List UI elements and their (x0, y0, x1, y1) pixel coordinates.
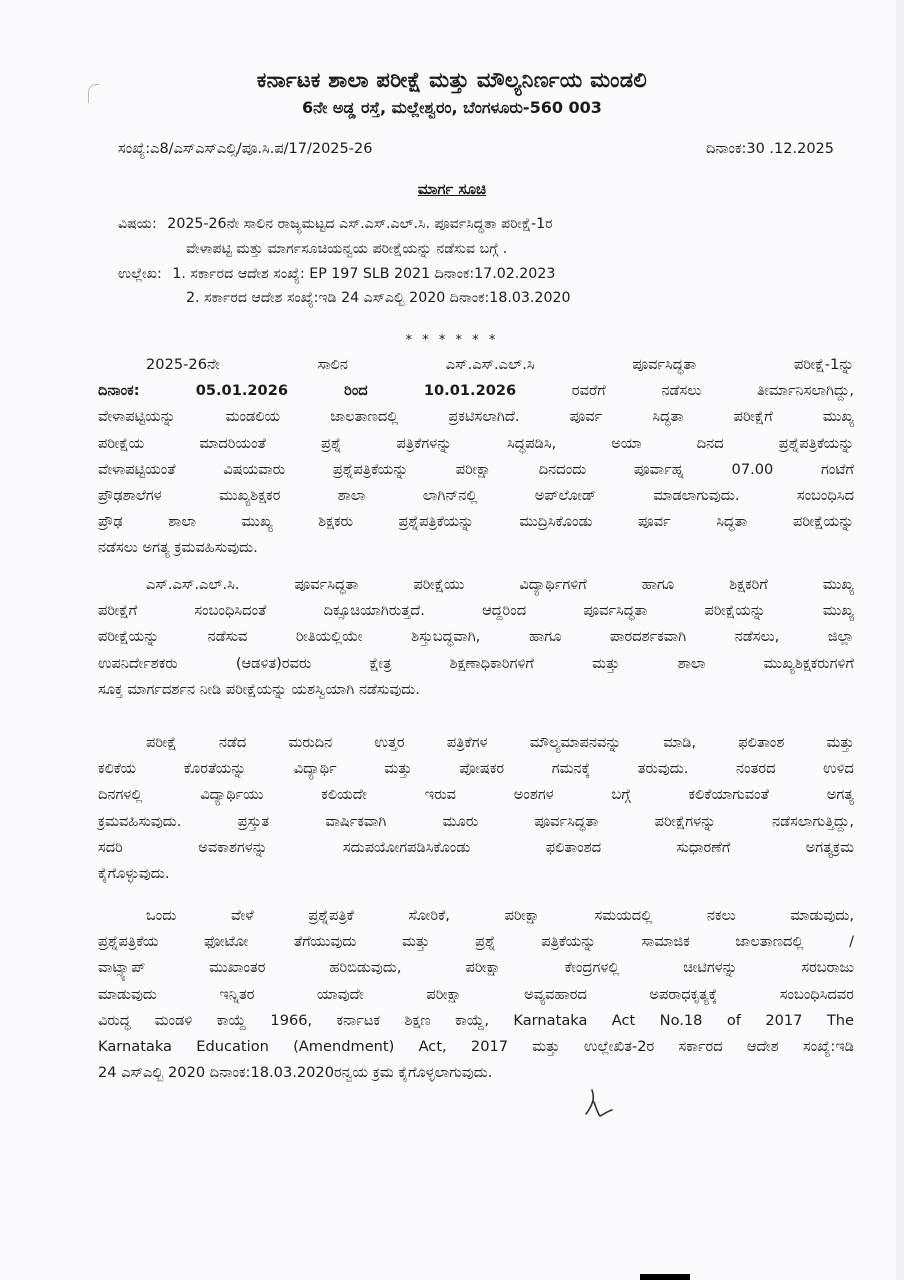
paragraph-4 (98, 903, 854, 1086)
reference-line-1 (118, 266, 555, 282)
para3-line: ಕ್ರಮವಹಿಸುವುದು. ಪ್ರಸ್ತುತ ವಾರ್ಷಿಕವಾಗಿ ಮೂರು ಪೂರ್ವಸಿದ್ಧತಾ ಪರೀಕ್ಷೆಗಳನ್ನು ನಡೆಸಲಾಗುತ್ತಿದ್ದು, (98, 812, 854, 830)
signature (582, 1088, 622, 1124)
paragraph-1 (98, 352, 854, 562)
para1-line: ವೇಳಾಪಟ್ಟಿಯಂತೆ ವಿಷಯವಾರು ಪ್ರಶ್ನೆಪತ್ರಿಕೆಯನ್ನು ಪರೀಕ್ಷಾ ದಿನದಂದು ಪೂರ್ವಾಹ್ನ 07.00 ಗಂಟೆಗೆ (98, 460, 854, 478)
paragraph-3 (98, 730, 854, 887)
para4-line: ಮಾಡುವುದು ಇನ್ನಿತರ ಯಾವುದೇ ಪರೀಕ್ಷಾ ಅವ್ಯವಹಾರದ ಅಪರಾಧಕೃತ್ಯಕ್ಕೆ ಸಂಬಂಧಿಸಿದವರ (98, 985, 854, 1003)
subject-text-1: 2025-26ನೇ ಸಾಲಿನ ರಾಜ್ಯಮಟ್ಟದ ಎಸ್.ಎಸ್.ಎಲ್.ಸಿ. ಪೂರ್ವಸಿದ್ಧತಾ ಪರೀಕ್ಷೆ-1ರ (167, 216, 553, 232)
para1-line-rest: ರವರೆಗೆ ನಡೆಸಲು ತೀರ್ಮಾನಿಸಲಾಗಿದ್ದು, (516, 382, 854, 400)
para4-line: ವಾಟ್ಸ್ಯಾಪ್ ಮುಖಾಂತರ ಹರಿಬಿಡುವುದು, ಪರೀಕ್ಷಾ ಕೇಂದ್ರಗಳಲ್ಲಿ ಚೀಟಿಗಳನ್ನು ಸರಬರಾಜು (98, 959, 854, 977)
board-address: 6ನೇ ಅಡ್ಡ ರಸ್ತೆ, ಮಲ್ಲೇಶ್ವರಂ, ಬೆಂಗಳೂರು-560 003 (302, 98, 602, 117)
document-heading: ಮಾರ್ಗ ಸೂಚಿ (417, 180, 487, 198)
redaction-bar (640, 1274, 690, 1280)
para1-line: ಪರೀಕ್ಷೆಯ ಮಾದರಿಯಂತೆ ಪ್ರಶ್ನೆ ಪತ್ರಿಕೆಗಳನ್ನು ಸಿದ್ಧಪಡಿಸಿ, ಅಯಾ ದಿನದ ಪ್ರಶ್ನೆಪತ್ರಿಕೆಯನ್ನು (98, 434, 854, 452)
para3-line: ಕಲಿಕೆಯ ಕೊರತೆಯನ್ನು ವಿದ್ಯಾರ್ಥಿ ಮತ್ತು ಪೋಷಕರ ಗಮನಕ್ಕೆ ತರುವುದು. ನಂತರದ ಉಳಿದ (98, 760, 854, 778)
para1-line-dates (98, 378, 854, 404)
para2-line: ಸೂಕ್ತ ಮಾರ್ಗದರ್ಶನ ನೀಡಿ ಪರೀಕ್ಷೆಯನ್ನು ಯಶಸ್ವಿಯಾಗಿ ನಡೆಸುವುದು. (98, 680, 420, 698)
para3-line: ಕೈಗೊಳ್ಳುವುದು. (98, 865, 170, 883)
separator: * * * * * * (405, 333, 499, 348)
subject-text-2: ವೇಳಾಪಟ್ಟಿ ಮತ್ತು ಮಾರ್ಗಸೂಚಿಯನ್ವಯ ಪರೀಕ್ಷೆಯನ್ನು ನಡೆಸುವ ಬಗ್ಗೆ . (186, 241, 508, 257)
references-label: ಉಲ್ಲೇಖ: (118, 266, 162, 282)
exam-dates: ದಿನಾಂಕ: 05.01.2026 ರಿಂದ 10.01.2026 (98, 382, 517, 400)
para4-line: 24 ಎಸ್ಎಲ್ಬಿ 2020 ದಿನಾಂಕ:18.03.2020ರನ್ವಯ ಕ್ರಮ ಕೈಗೊಳ್ಳಲಾಗುವುದು. (98, 1064, 493, 1082)
para4-line: ಒಂದು ವೇಳೆ ಪ್ರಶ್ನೆಪತ್ರಿಕೆ ಸೋರಿಕೆ, ಪರೀಕ್ಷಾ ಸಮಯದಲ್ಲಿ ನಕಲು ಮಾಡುವುದು, (146, 907, 854, 924)
para4-line: ಪ್ರಶ್ನೆಪತ್ರಿಕೆಯ ಫೋಟೋ ತೆಗೆಯುವುದು ಮತ್ತು ಪ್ರಶ್ನೆ ಪತ್ರಿಕೆಯನ್ನು ಸಾಮಾಜಿಕ ಜಾಲತಾಣದಲ್ಲಿ / (98, 933, 854, 951)
para2-line: ಪರೀಕ್ಷೆಯನ್ನು ನಡೆಸುವ ರೀತಿಯಲ್ಲಿಯೇ ಶಿಸ್ತುಬದ್ಧವಾಗಿ, ಹಾಗೂ ಪಾರದರ್ಶಕವಾಗಿ ನಡೆಸಲು, ಜಿಲ್ಲಾ (98, 628, 854, 646)
para3-line: ದಿನಗಳಲ್ಲಿ ವಿದ್ಯಾರ್ಥಿಯು ಕಲಿಯದೇ ಇರುವ ಅಂಶಗಳ ಬಗ್ಗೆ ಕಲಿಕೆಯಾಗುವಂತೆ ಅಗತ್ಯ (98, 786, 854, 804)
reference-item-1: 1. ಸರ್ಕಾರದ ಆದೇಶ ಸಂಖ್ಯೆ: EP 197 SLB 2021 ದಿನಾಂಕ:17.02.2023 (172, 266, 556, 282)
para2-line: ಎಸ್.ಎಸ್.ಎಲ್.ಸಿ. ಪೂರ್ವಸಿದ್ಧತಾ ಪರೀಕ್ಷೆಯು ವಿದ್ಯಾರ್ಥಿಗಳಿಗೆ ಹಾಗೂ ಶಿಕ್ಷಕರಿಗೆ ಮುಖ್ಯ (146, 576, 854, 593)
subject-line-1 (118, 216, 553, 232)
para4-line: ವಿರುದ್ಧ ಮಂಡಳಿ ಕಾಯ್ದೆ 1966, ಕರ್ನಾಟಕ ಶಿಕ್ಷಣ ಕಾಯ್ದೆ, Karnataka Act No.18 of 2017 The (98, 1011, 854, 1029)
para1-line: ವೇಳಾಪಟ್ಟಿಯನ್ನು ಮಂಡಲಿಯ ಜಾಲತಾಣದಲ್ಲಿ ಪ್ರಕಟಿಸಲಾಗಿದೆ. ಪೂರ್ವ ಸಿದ್ಧತಾ ಪರೀಕ್ಷೆಗೆ ಮುಖ್ಯ (98, 408, 854, 426)
reference-number: ಸಂಖ್ಯೆ:ಎ8/ಎಸ್ಎಸ್ಎಲ್ಸಿ/ಪೂ.ಸಿ.ಪ/17/2025-26 (118, 141, 373, 157)
board-name: ಕರ್ನಾಟಕ ಶಾಲಾ ಪರೀಕ್ಷೆ ಮತ್ತು ಮೌಲ್ಯನಿರ್ಣಯ ಮಂಡಲಿ (256, 68, 648, 92)
para1-line: ಪ್ರೌಢ ಶಾಲಾ ಮುಖ್ಯ ಶಿಕ್ಷಕರು ಪ್ರಶ್ನೆಪತ್ರಿಕೆಯನ್ನು ಮುದ್ರಿಸಿಕೊಂಡು ಪೂರ್ವ ಸಿದ್ಧತಾ ಪರೀಕ್ಷೆಯನ್ನು (98, 513, 854, 531)
para2-line: ಪರೀಕ್ಷೆಗೆ ಸಂಬಂಧಿಸಿದಂತೆ ದಿಕ್ಸೂಚಿಯಾಗಿರುತ್ತದೆ. ಆದ್ದರಿಂದ ಪೂರ್ವಸಿದ್ಧತಾ ಪರೀಕ್ಷೆಯನ್ನು ಮುಖ್ಯ (98, 602, 854, 620)
para1-line: ಪ್ರೌಢಶಾಲೆಗಳ ಮುಖ್ಯಶಿಕ್ಷಕರ ಶಾಲಾ ಲಾಗಿನ್‌ನಲ್ಲಿ ಅಪ್‌ಲೋಡ್ ಮಾಡಲಾಗುವುದು. ಸಂಬಂಧಿಸಿದ (98, 487, 854, 505)
para1-line: 2025-26ನೇ ಸಾಲಿನ ಎಸ್.ಎಸ್.ಎಲ್.ಸಿ ಪೂರ್ವಸಿದ್ಧತಾ ಪರೀಕ್ಷೆ-1ನ್ನು (146, 356, 854, 373)
paragraph-2 (98, 572, 854, 703)
para3-line: ಸದರಿ ಅವಕಾಶಗಳನ್ನು ಸದುಪಯೋಗಪಡಿಸಿಕೊಂಡು ಫಲಿತಾಂಶದ ಸುಧಾರಣೆಗೆ ಅಗತ್ಯಕ್ರಮ (98, 838, 854, 856)
para4-line: Karnataka Education (Amendment) Act, 2017 ಮತ್ತು ಉಲ್ಲೇಖಿತ-2ರ ಸರ್ಕಾರದ ಆದೇಶ ಸಂಖ್ಯೆ:ಇಡಿ (98, 1038, 854, 1056)
subject-label: ವಿಷಯ: (118, 216, 157, 232)
para3-line: ಪರೀಕ್ಷೆ ನಡೆದ ಮರುದಿನ ಉತ್ತರ ಪತ್ರಿಕೆಗಳ ಮೌಲ್ಯಮಾಪನವನ್ನು ಮಾಡಿ, ಫಲಿತಾಂಶ ಮತ್ತು (146, 734, 854, 751)
reference-item-2: 2. ಸರ್ಕಾರದ ಆದೇಶ ಸಂಖ್ಯೆ:ಇಡಿ 24 ಎಸ್ಎಲ್ಬಿ 2020 ದಿನಾಂಕ:18.03.2020 (186, 290, 571, 306)
reference-date: ದಿನಾಂಕ:30 .12.2025 (705, 141, 834, 157)
para1-line: ನಡೆಸಲು ಅಗತ್ಯ ಕ್ರಮವಹಿಸುವುದು. (98, 539, 258, 557)
para2-line: ಉಪನಿರ್ದೇಶಕರು (ಆಡಳಿತ)ರವರು ಕ್ಷೇತ್ರ ಶಿಕ್ಷಣಾಧಿಕಾರಿಗಳಿಗೆ ಮತ್ತು ಶಾಲಾ ಮುಖ್ಯಶಿಕ್ಷಕರುಗಳಿಗೆ (98, 654, 854, 672)
